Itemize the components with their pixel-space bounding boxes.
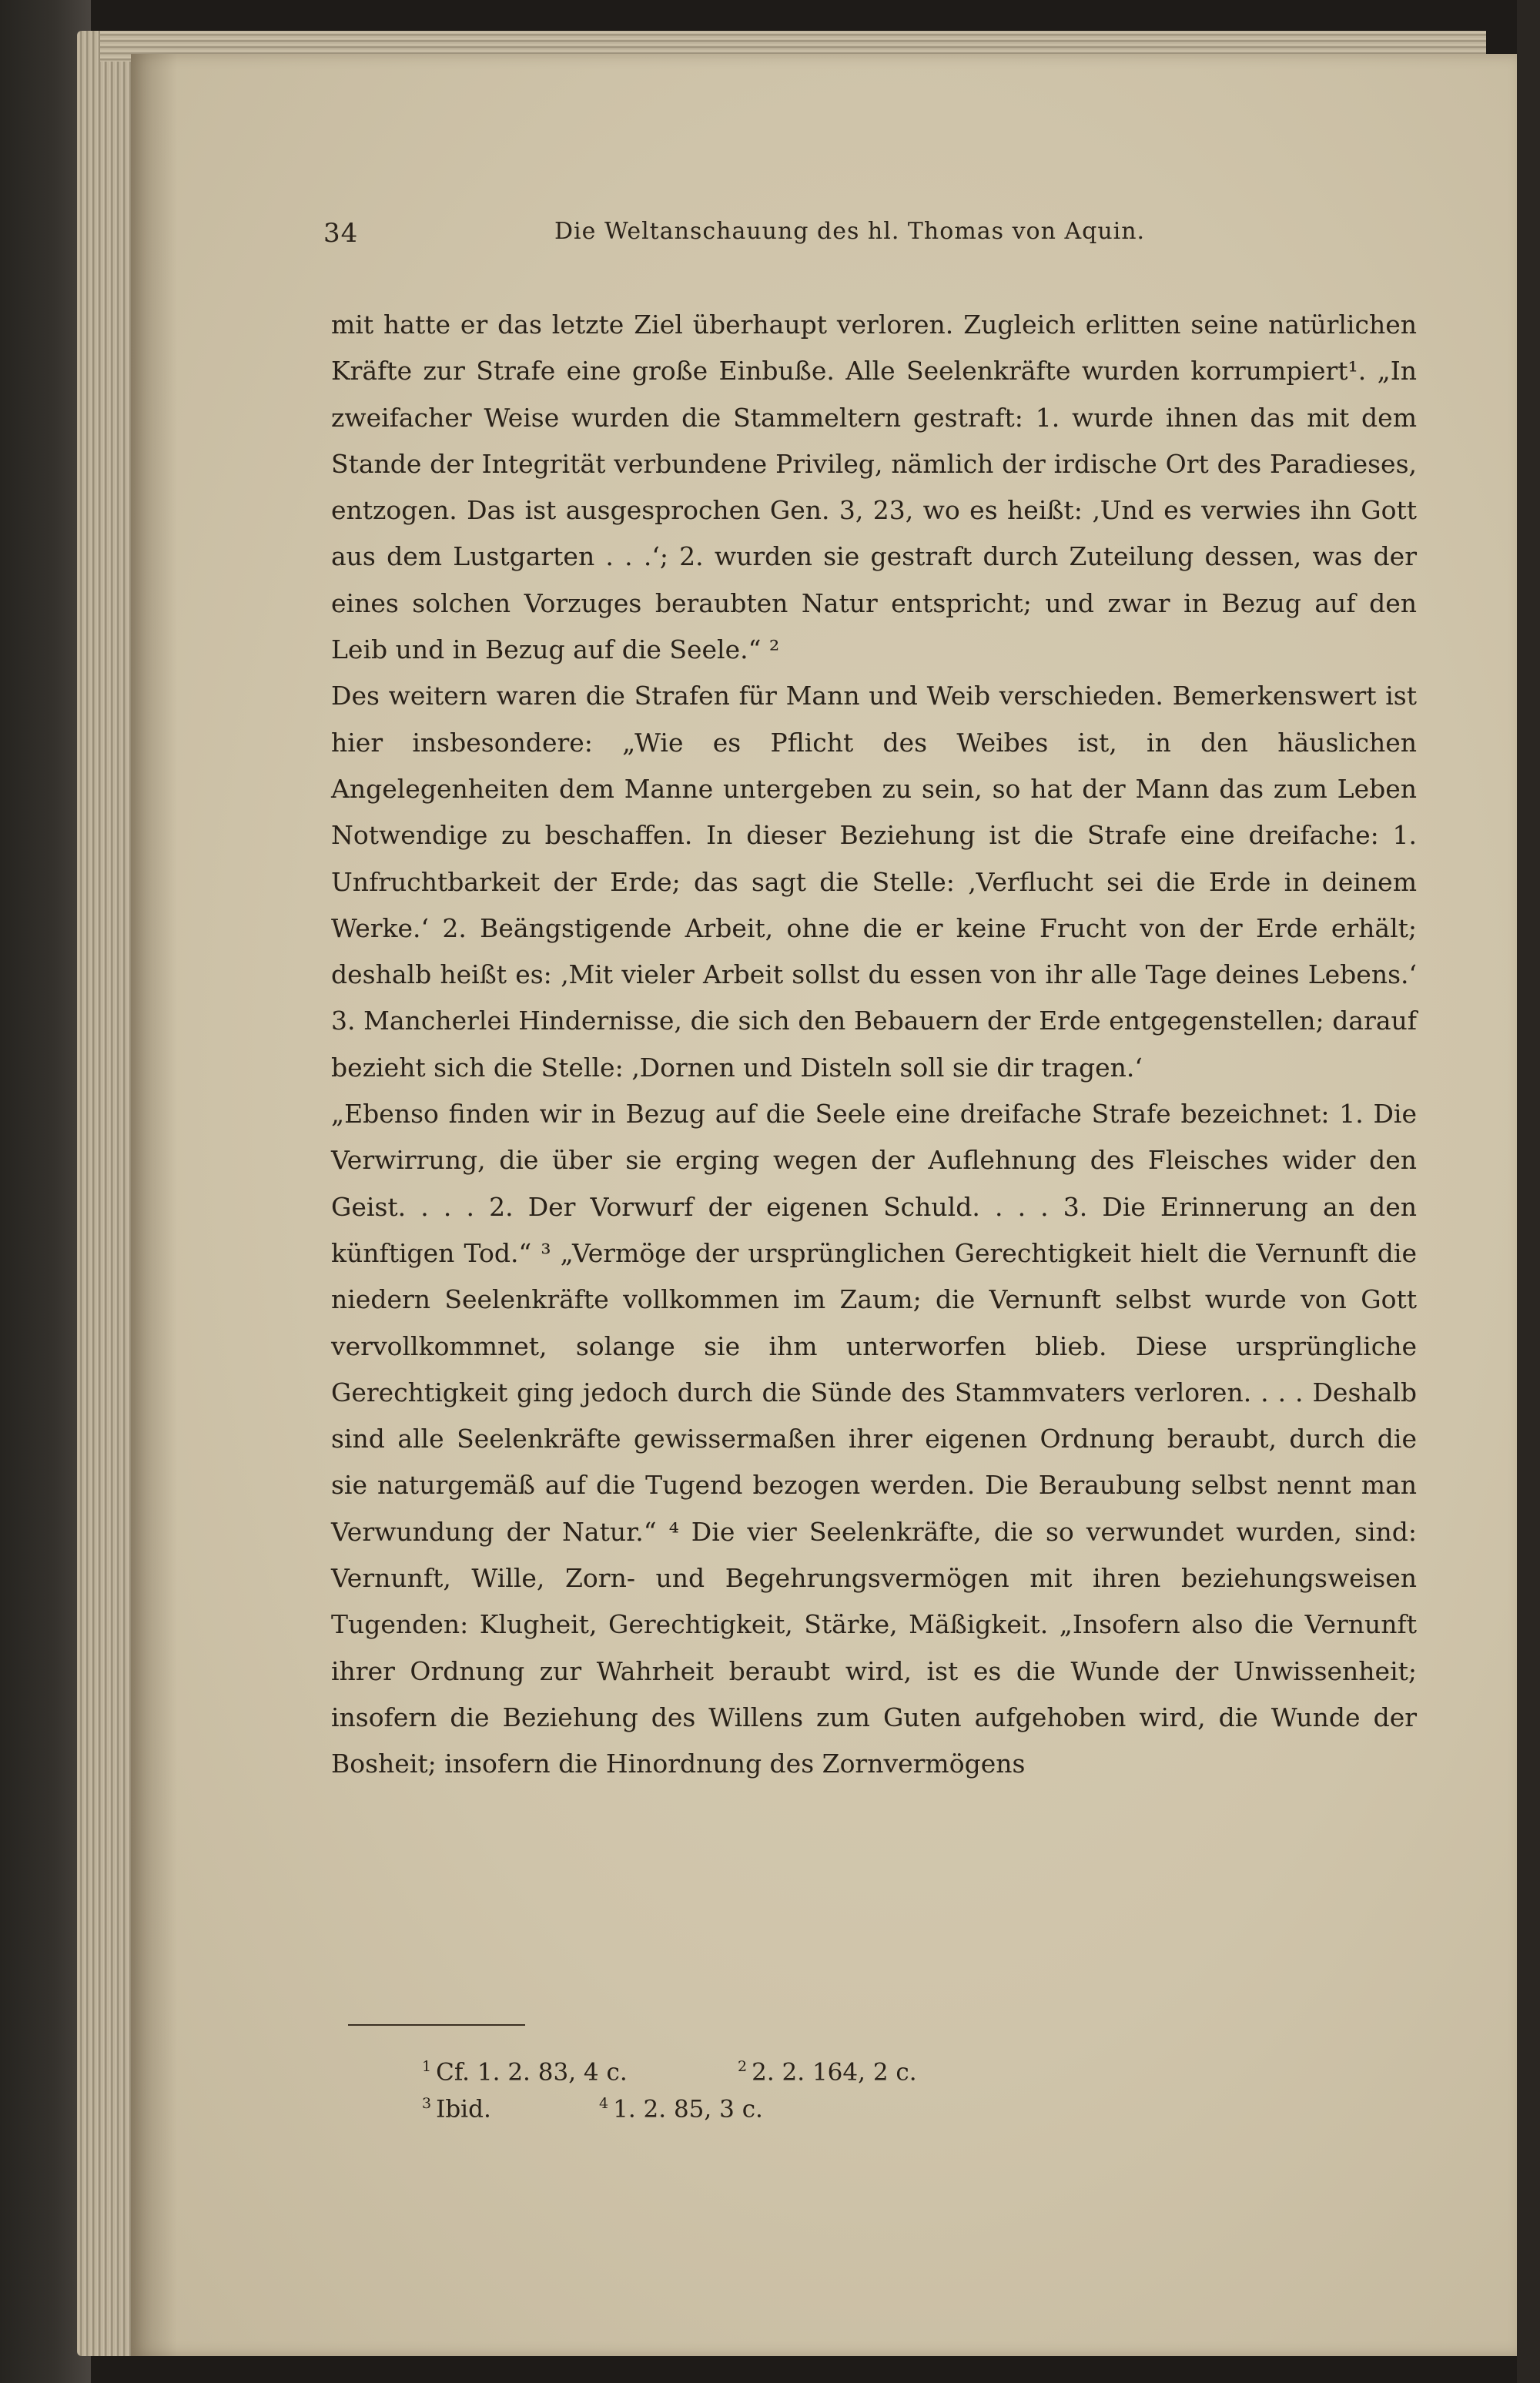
page-number: 34 bbox=[323, 218, 359, 249]
footnote-2: $^2$ 2. 2. 164, 2 c. bbox=[738, 2058, 917, 2087]
footnote-3: $^3$ Ibid. bbox=[422, 2095, 491, 2124]
running-title: Die Weltanschauung des hl. Thomas von Aquin. bbox=[554, 218, 1146, 245]
footnotes bbox=[422, 2048, 1115, 2122]
right-edge bbox=[1517, 0, 1540, 2383]
body-text bbox=[331, 302, 1417, 1788]
footnote-1: $^1$ Cf. 1. 2. 83, 4 c. bbox=[422, 2058, 628, 2087]
footnote-4: $^4$ 1. 2. 85, 3 c. bbox=[599, 2095, 763, 2124]
paragraph-1: mit hatte er das letzte Ziel überhaupt verloren. Zugleich erlitten seine natürlichen Kräfte zur Strafe eine große Einbuße. Alle Seelenkräfte wurden korrumpiert¹. „In zweifacher Weise wurden die Stammeltern gestraft: 1. wurde ihnen das mit dem Stande der Integrität verbundene Privileg, nämlich der irdische Ort des Paradieses, entzogen. Das ist ausgesprochen Gen. 3, 23, wo es heißt: ‚Und es verwies ihn Gott aus dem Lustgarten . . .‘; 2. wurden sie gestraft durch Zuteilung dessen, was der eines solchen Vorzuges beraubten Natur entspricht; und zwar in Bezug auf den Leib und in Bezug auf die Seele.“ ² bbox=[331, 310, 1417, 665]
binding-shadow bbox=[131, 54, 177, 2356]
paragraph-3: „Ebenso finden wir in Bezug auf die Seele eine dreifache Strafe bezeichnet: 1. Die Verwirrung, die über sie erging wegen der Auflehnung des Fleisches wider den Geist. . . . 2. Der Vorwurf der eigenen Schuld. . . . 3. Die Erinnerung an den künftigen Tod.“ ³ „Vermöge der ursprünglichen Gerechtigkeit hielt die Vernunft die niedern Seelenkräfte vollkommen im Zaum; die Vernunft selbst wurde von Gott vervollkommnet, solange sie ihm unterworfen blieb. Diese ursprüngliche Gerechtigkeit ging jedoch durch die Sünde des Stammvaters verloren. . . . Deshalb sind alle Seelenkräfte gewissermaßen ihrer eigenen Ordnung beraubt, durch die sie naturgemäß auf die Tugend bezogen werden. Die Beraubung selbst nennt man Verwundung der Natur.“ ⁴ Die vier Seelenkräfte, die so verwundet wurden, sind: Vernunft, Wille, Zorn- und Begehrungsvermögen mit ihren beziehungsweisen Tugenden: Klugheit, Gerechtigkeit, Stärke, Mäßigkeit. „Insofern also die Vernunft ihrer Ordnung zur Wahrheit beraubt wird, ist es die Wunde der Unwissenheit; insofern die Beziehung des Willens zum Guten aufgehoben wird, die Wunde der Bosheit; insofern die Hinordnung des Zornvermögens bbox=[331, 1099, 1417, 1779]
footnote-rule bbox=[348, 2024, 525, 2026]
paragraph-2: Des weitern waren die Strafen für Mann und Weib verschieden. Bemerkenswert ist hier insbesondere: „Wie es Pflicht des Weibes ist, in den häuslichen Angelegenheiten dem Manne untergeben zu sein, so hat der Mann das zum Leben Notwendige zu beschaffen. In dieser Beziehung ist die Strafe eine dreifache: 1. Unfruchtbarkeit der Erde; das sagt die Stelle: ‚Verflucht sei die Erde in deinem Werke.‘ 2. Beängstigende Arbeit, ohne die er keine Frucht von der Erde erhält; deshalb heißt es: ‚Mit vieler Arbeit sollst du essen von ihr alle Tage deines Lebens.‘ 3. Mancherlei Hindernisse, die sich den Bebauern der Erde entgegenstellen; darauf bezieht sich die Stelle: ‚Dornen und Disteln soll sie dir tragen.‘ bbox=[331, 681, 1417, 1083]
